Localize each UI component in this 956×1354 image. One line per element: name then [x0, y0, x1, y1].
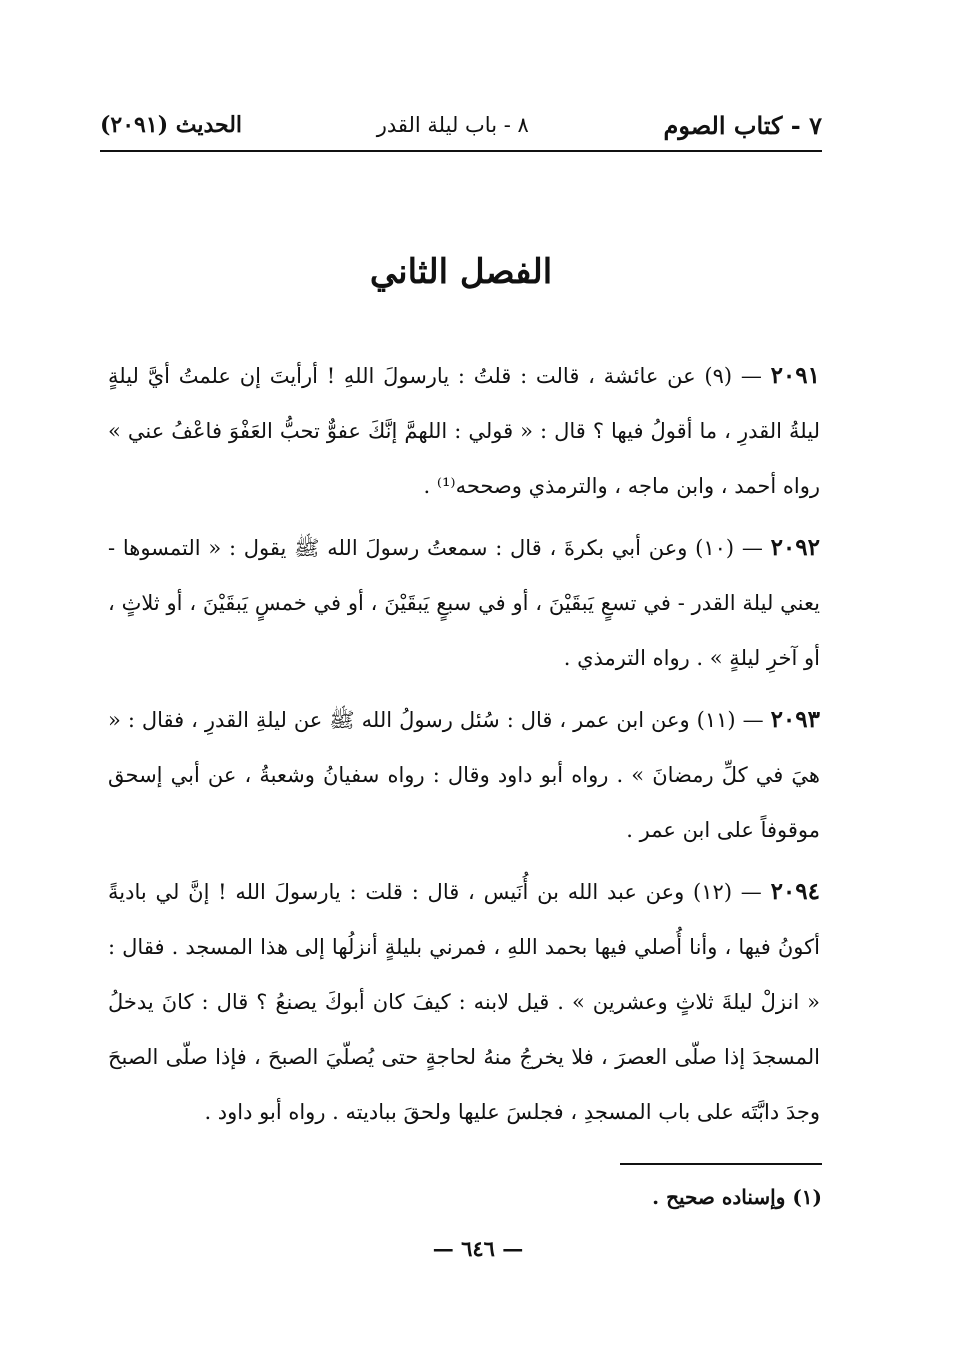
hadith-2094: [108, 864, 820, 1140]
footnote-divider: [620, 1163, 822, 1165]
hadith-2091: [108, 348, 820, 514]
hadith-text: — (١٢) وعن عبد الله بن أُنَيس ، قال : قلت : يارسولَ الله ! إنَّ لي باديةً أكونُ فيها ، وأنا أُصلي فيها بحمد اللهِ ، فمرني بليلةٍ أنزلُها إلى هذا المسجد . فقال : « انزلْ ليلةَ ثلاثٍ وعشرين » . قيل لابنه : كيفَ كان أبوكَ يصنعُ ؟ قال : كانَ يدخلُ المسجدَ إذا صلّى العصرَ ، فلا يخرجُ منهُ لحاجةٍ حتى يُصلّيَ الصبحَ ، فإذا صلّى الصبحَ وجدَ دابَّتَه على باب المسجدِ ، فجلسَ عليها ولحقَ بباديته . رواه أبو داود .: [108, 880, 820, 1124]
footnote: (١) وإسناده صحيح .: [652, 1185, 822, 1209]
hadith-text: — (٩) عن عائشة ، قالت : قلتُ : يارسولَ اللهِ ! أرأيتَ إن علمتُ أيَّ ليلةٍ ليلةُ القدرِ ، ما أقولُ فيها ؟ قال : « قولي : اللهمَّ إنَّكَ عفوٌّ تحبُّ العَفْوَ فاعْفُ عني » رواه أحمد ، وابن ماجه ، والترمذي وصححه⁽¹⁾ .: [108, 364, 820, 498]
page-number: — ٦٤٦ —: [432, 1236, 524, 1261]
hadith-2093: [108, 692, 820, 858]
hadith-number: ٢٠٩١: [770, 362, 820, 389]
running-header: [100, 100, 822, 152]
chapter-title: ٨ - باب ليلة القدر: [376, 113, 529, 137]
hadith-text: — (١٠) وعن أبي بكرةَ ، قال : سمعتُ رسولَ الله ﷺ يقول : « التمسوها - يعني ليلة القدر - في تسعٍ يَبقَيْنَ ، أو في سبعٍ يَبقَيْنَ ، أو في خمسٍ يَبقَيْنَ ، أو ثلاثٍ ، أو آخرِ ليلةٍ » . رواه الترمذي .: [108, 536, 820, 670]
hadith-number: ٢٠٩٢: [770, 534, 820, 561]
hadith-text: — (١١) وعن ابن عمر ، قال : سُئل رسولُ الله ﷺ عن ليلةِ القدرِ ، فقال : « هيَ في كلِّ رمضانَ » . رواه أبو داود وقال : رواه سفيانُ وشعبةُ ، عن أبي إسحق موقوفاً على ابن عمر .: [108, 708, 820, 842]
section-title: الفصل الثاني: [369, 252, 553, 292]
hadith-number: ٢٠٩٣: [770, 706, 820, 733]
hadith-range: الحديث (٢٠٩١): [100, 112, 243, 138]
hadith-number: ٢٠٩٤: [770, 878, 820, 905]
book-title: ٧ - كتاب الصوم: [663, 110, 822, 140]
hadith-list: [108, 348, 820, 1146]
hadith-2092: [108, 520, 820, 686]
